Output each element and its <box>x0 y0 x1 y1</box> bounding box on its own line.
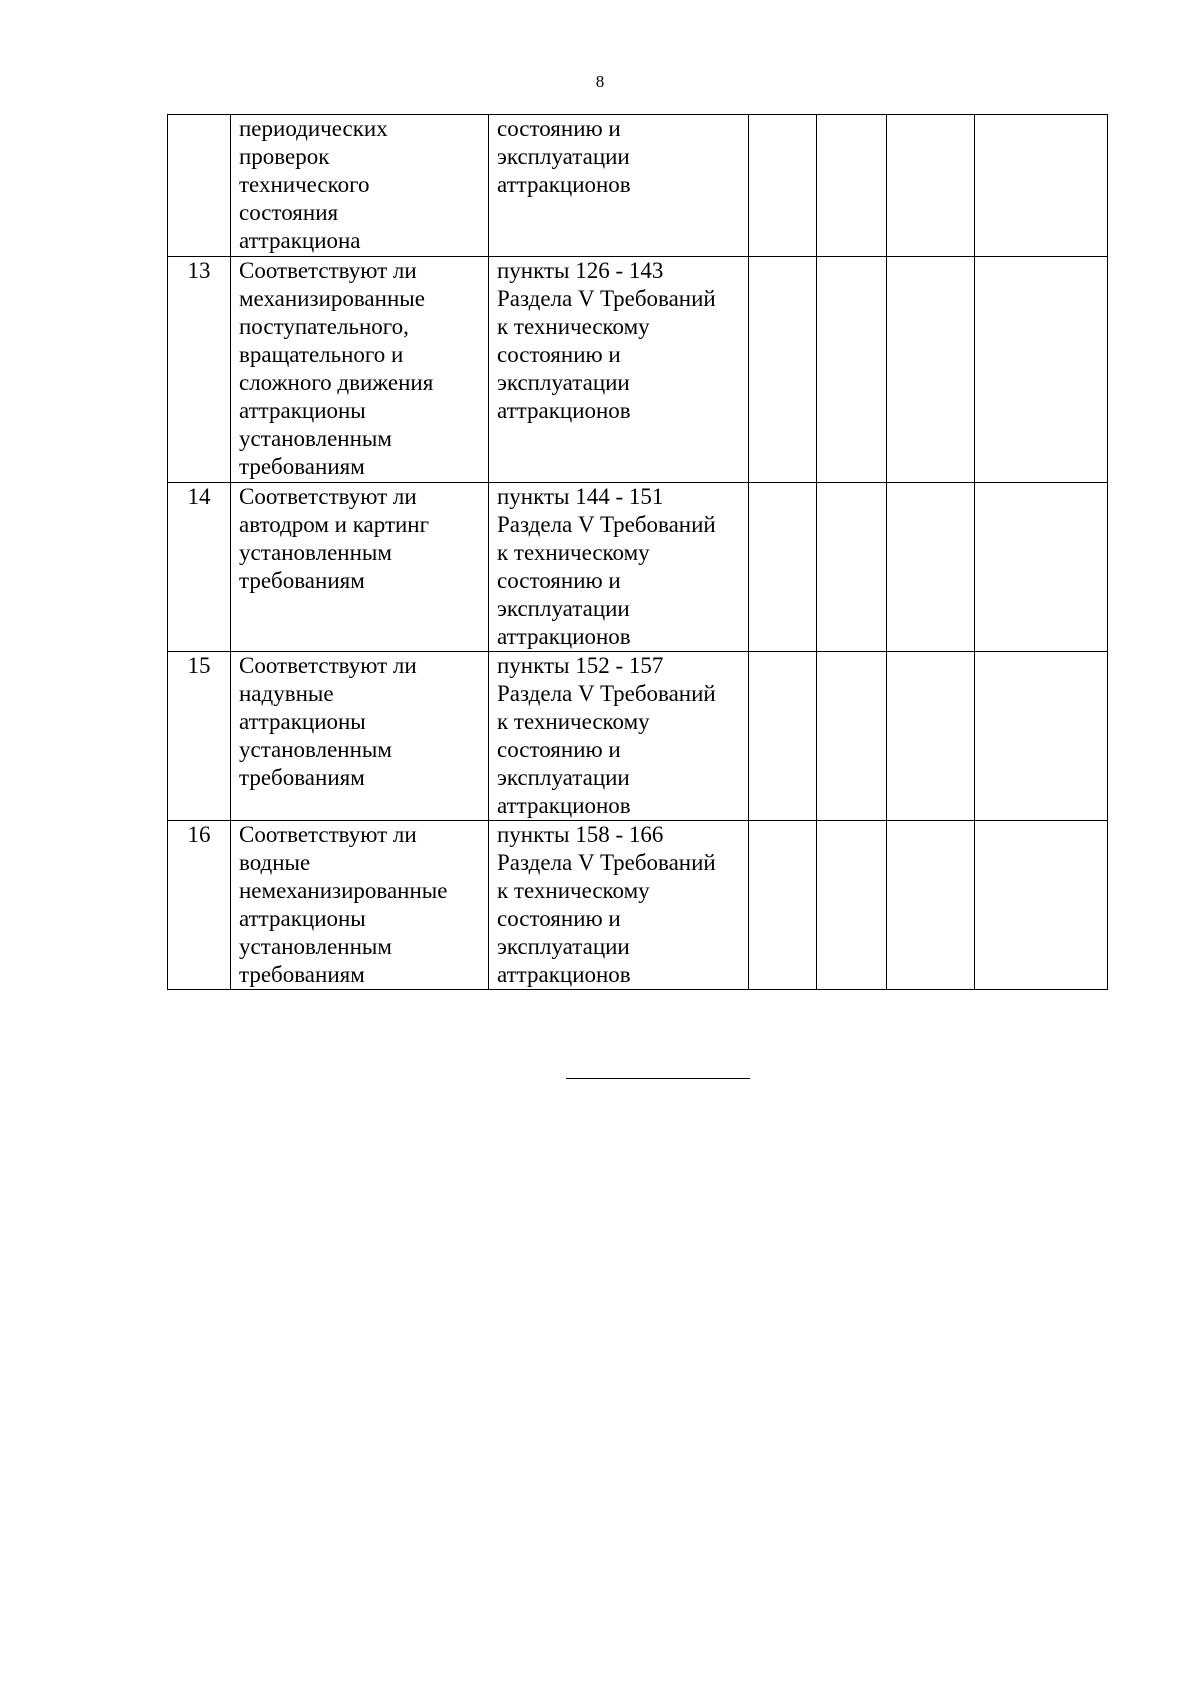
text-line: поступательного, <box>239 314 409 339</box>
requirement-question-cell <box>231 115 489 257</box>
text-line: немеханизированные <box>239 878 448 903</box>
text-line: механизированные <box>239 286 425 311</box>
reference-text <box>497 821 740 989</box>
text-line: Раздела V Требований <box>497 681 716 706</box>
text-line: к техническому <box>497 878 650 903</box>
text-line: состоянию и <box>497 342 621 367</box>
requirement-question-cell <box>231 483 489 652</box>
text-line: требованиям <box>239 568 365 593</box>
row-number-cell: 16 <box>168 821 231 990</box>
text-line: установленным <box>239 540 392 565</box>
requirement-reference-cell <box>489 652 749 821</box>
end-rule <box>566 1078 750 1079</box>
answer-yes-cell[interactable] <box>749 257 817 483</box>
not-applicable-cell[interactable] <box>887 257 975 483</box>
text-line: Раздела V Требований <box>497 512 716 537</box>
text-line: Соответствуют ли <box>239 653 417 678</box>
answer-no-cell[interactable] <box>817 652 887 821</box>
page-number: 8 <box>595 72 605 91</box>
notes-cell[interactable] <box>975 821 1108 990</box>
table-row <box>168 821 1108 990</box>
requirement-reference-cell <box>489 257 749 483</box>
requirement-reference-cell <box>489 821 749 990</box>
text-line: аттракционов <box>497 793 631 818</box>
reference-text <box>497 257 740 425</box>
not-applicable-cell[interactable] <box>887 483 975 652</box>
text-line: Соответствуют ли <box>239 822 417 847</box>
reference-text <box>497 652 740 820</box>
text-line: Соответствуют ли <box>239 258 417 283</box>
answer-yes-cell[interactable] <box>749 821 817 990</box>
text-line: состоянию и <box>497 116 621 141</box>
text-line: требованиям <box>239 454 365 479</box>
text-line: к техническому <box>497 540 650 565</box>
text-line: аттракционов <box>497 172 631 197</box>
answer-yes-cell[interactable] <box>749 483 817 652</box>
text-line: аттракционы <box>239 906 366 931</box>
question-text <box>239 483 480 595</box>
text-line: надувные <box>239 681 334 706</box>
answer-no-cell[interactable] <box>817 115 887 257</box>
row-number-cell: 14 <box>168 483 231 652</box>
checklist-table <box>167 114 1108 990</box>
text-line: аттракционы <box>239 709 366 734</box>
text-line: проверок <box>239 144 330 169</box>
text-line: состоянию и <box>497 906 621 931</box>
text-line: пункты 126 - 143 <box>497 258 664 283</box>
requirement-question-cell <box>231 652 489 821</box>
text-line: сложного движения <box>239 370 434 395</box>
text-line: пункты 158 - 166 <box>497 822 664 847</box>
answer-no-cell[interactable] <box>817 821 887 990</box>
answer-no-cell[interactable] <box>817 483 887 652</box>
text-line: эксплуатации <box>497 596 630 621</box>
answer-yes-cell[interactable] <box>749 115 817 257</box>
row-number-cell: 13 <box>168 257 231 483</box>
question-text <box>239 115 480 255</box>
reference-text <box>497 115 740 199</box>
text-line: автодром и картинг <box>239 512 430 537</box>
text-line: установленным <box>239 426 392 451</box>
text-line: водные <box>239 850 311 875</box>
not-applicable-cell[interactable] <box>887 652 975 821</box>
text-line: установленным <box>239 934 392 959</box>
requirement-reference-cell <box>489 115 749 257</box>
text-line: аттракционов <box>497 624 631 649</box>
table-body <box>168 115 1108 990</box>
not-applicable-cell[interactable] <box>887 115 975 257</box>
row-number-cell: 15 <box>168 652 231 821</box>
notes-cell[interactable] <box>975 115 1108 257</box>
text-line: требованиям <box>239 765 365 790</box>
text-line: эксплуатации <box>497 765 630 790</box>
question-text <box>239 257 480 481</box>
table-row <box>168 652 1108 821</box>
text-line: аттракциона <box>239 228 361 253</box>
requirement-question-cell <box>231 821 489 990</box>
notes-cell[interactable] <box>975 257 1108 483</box>
text-line: аттракционов <box>497 962 631 987</box>
not-applicable-cell[interactable] <box>887 821 975 990</box>
question-text <box>239 652 480 792</box>
text-line: состоянию и <box>497 568 621 593</box>
text-line: состояния <box>239 200 339 225</box>
text-line: Раздела V Требований <box>497 850 716 875</box>
reference-text <box>497 483 740 651</box>
text-line: аттракционы <box>239 398 366 423</box>
table-row <box>168 257 1108 483</box>
text-line: вращательного и <box>239 342 404 367</box>
text-line: периодических <box>239 116 388 141</box>
question-text <box>239 821 480 989</box>
text-line: Раздела V Требований <box>497 286 716 311</box>
text-line: к техническому <box>497 314 650 339</box>
answer-no-cell[interactable] <box>817 257 887 483</box>
row-number-cell <box>168 115 231 257</box>
table-row <box>168 483 1108 652</box>
requirement-question-cell <box>231 257 489 483</box>
text-line: аттракционов <box>497 398 631 423</box>
text-line: пункты 144 - 151 <box>497 484 664 509</box>
text-line: эксплуатации <box>497 934 630 959</box>
answer-yes-cell[interactable] <box>749 652 817 821</box>
text-line: пункты 152 - 157 <box>497 653 664 678</box>
text-line: технического <box>239 172 370 197</box>
text-line: эксплуатации <box>497 144 630 169</box>
text-line: эксплуатации <box>497 370 630 395</box>
requirement-reference-cell <box>489 483 749 652</box>
text-line: к техническому <box>497 709 650 734</box>
text-line: установленным <box>239 737 392 762</box>
notes-cell[interactable] <box>975 652 1108 821</box>
text-line: требованиям <box>239 962 365 987</box>
text-line: Соответствуют ли <box>239 484 417 509</box>
table-row <box>168 115 1108 257</box>
text-line: состоянию и <box>497 737 621 762</box>
notes-cell[interactable] <box>975 483 1108 652</box>
